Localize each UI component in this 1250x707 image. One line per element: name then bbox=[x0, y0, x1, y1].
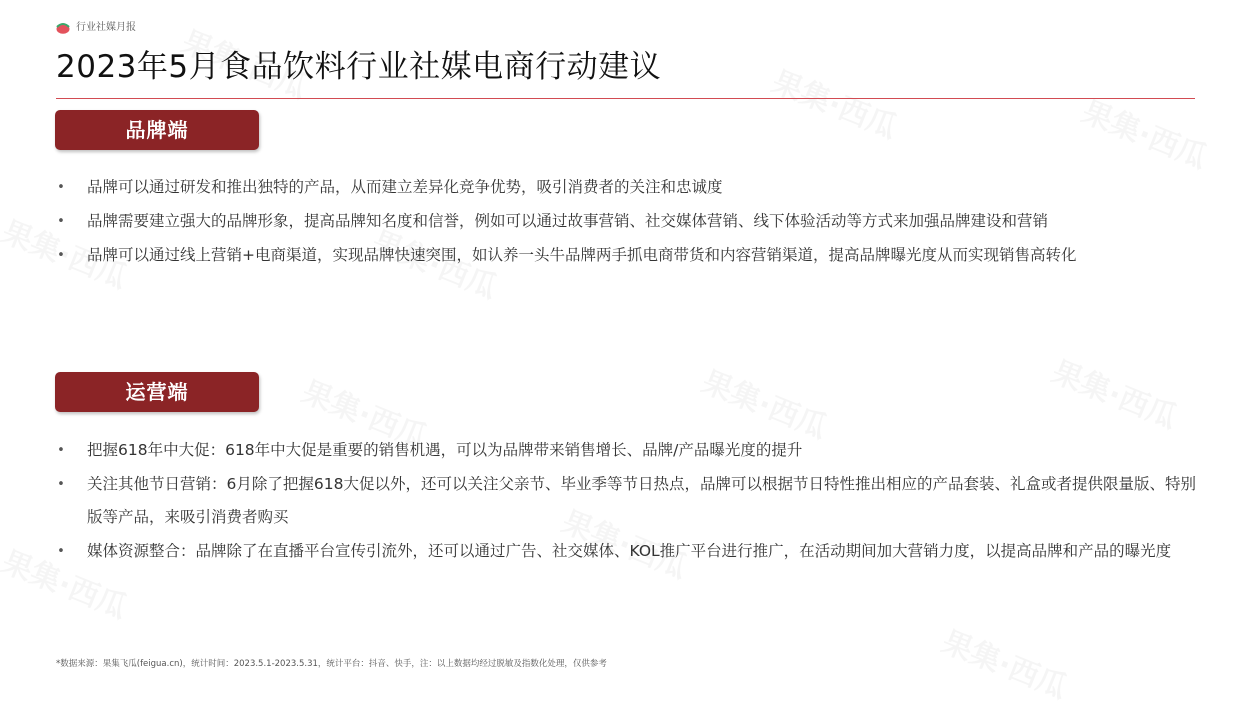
section-header-brand: 品牌端 bbox=[55, 110, 259, 150]
list-item bbox=[56, 239, 1201, 272]
watermark bbox=[1077, 87, 1215, 177]
bullet-icon: • bbox=[57, 477, 65, 492]
bullet-icon: • bbox=[57, 248, 65, 263]
bullet-text: 品牌可以通过研发和推出独特的产品，从而建立差异化竞争优势，吸引消费者的关注和忠诚度 bbox=[87, 178, 723, 196]
bullet-text: 品牌可以通过线上营销+电商渠道，实现品牌快速突围，如认养一头牛品牌两手抓电商带货和内容营销渠道，提高品牌曝光度从而实现销售高转化 bbox=[87, 246, 1077, 264]
bullet-icon: • bbox=[57, 180, 65, 195]
brand-logo-icon bbox=[56, 22, 70, 34]
bullet-text: 品牌需要建立强大的品牌形象，提高品牌知名度和信誉，例如可以通过故事营销、社交媒体营销、线下体验活动等方式来加强品牌建设和营销 bbox=[87, 212, 1049, 230]
watermark bbox=[937, 617, 1075, 707]
list-item bbox=[56, 468, 1201, 534]
page-title: 2023年5月食品饮料行业社媒电商行动建议 bbox=[56, 49, 662, 85]
list-item bbox=[56, 171, 1201, 204]
data-source-footnote: *数据来源：果集飞瓜(feigua.cn)，统计时间：2023.5.1-2023.5.31，统计平台：抖音、快手，注：以上数据均经过脱敏及指数化处理，仅供参考 bbox=[56, 659, 607, 669]
bullet-icon: • bbox=[57, 214, 65, 229]
bullet-icon: • bbox=[57, 443, 65, 458]
brand-bullet-list bbox=[56, 171, 1201, 273]
operations-bullet-list bbox=[56, 434, 1201, 569]
list-item bbox=[56, 434, 1201, 467]
bullet-text: 关注其他节日营销：6月除了把握618大促以外，还可以关注父亲节、毕业季等节日热点，品牌可以根据节日特性推出相应的产品套装、礼盒或者提供限量版、特别版等产品，来吸引消费者购买 bbox=[87, 475, 1196, 526]
title-divider bbox=[56, 98, 1195, 99]
section-header-operations: 运营端 bbox=[55, 372, 259, 412]
list-item bbox=[56, 535, 1201, 568]
watermark bbox=[767, 57, 905, 147]
report-brand-label: 行业社媒月报 bbox=[76, 22, 136, 33]
bullet-text: 把握618年中大促：618年中大促是重要的销售机遇，可以为品牌带来销售增长、品牌/产品曝光度的提升 bbox=[87, 441, 803, 459]
list-item bbox=[56, 205, 1201, 238]
bullet-text: 媒体资源整合：品牌除了在直播平台宣传引流外，还可以通过广告、社交媒体、KOL推广平台进行推广，在活动期间加大营销力度，以提高品牌和产品的曝光度 bbox=[87, 542, 1172, 560]
watermark bbox=[1047, 347, 1185, 437]
bullet-icon: • bbox=[57, 544, 65, 559]
